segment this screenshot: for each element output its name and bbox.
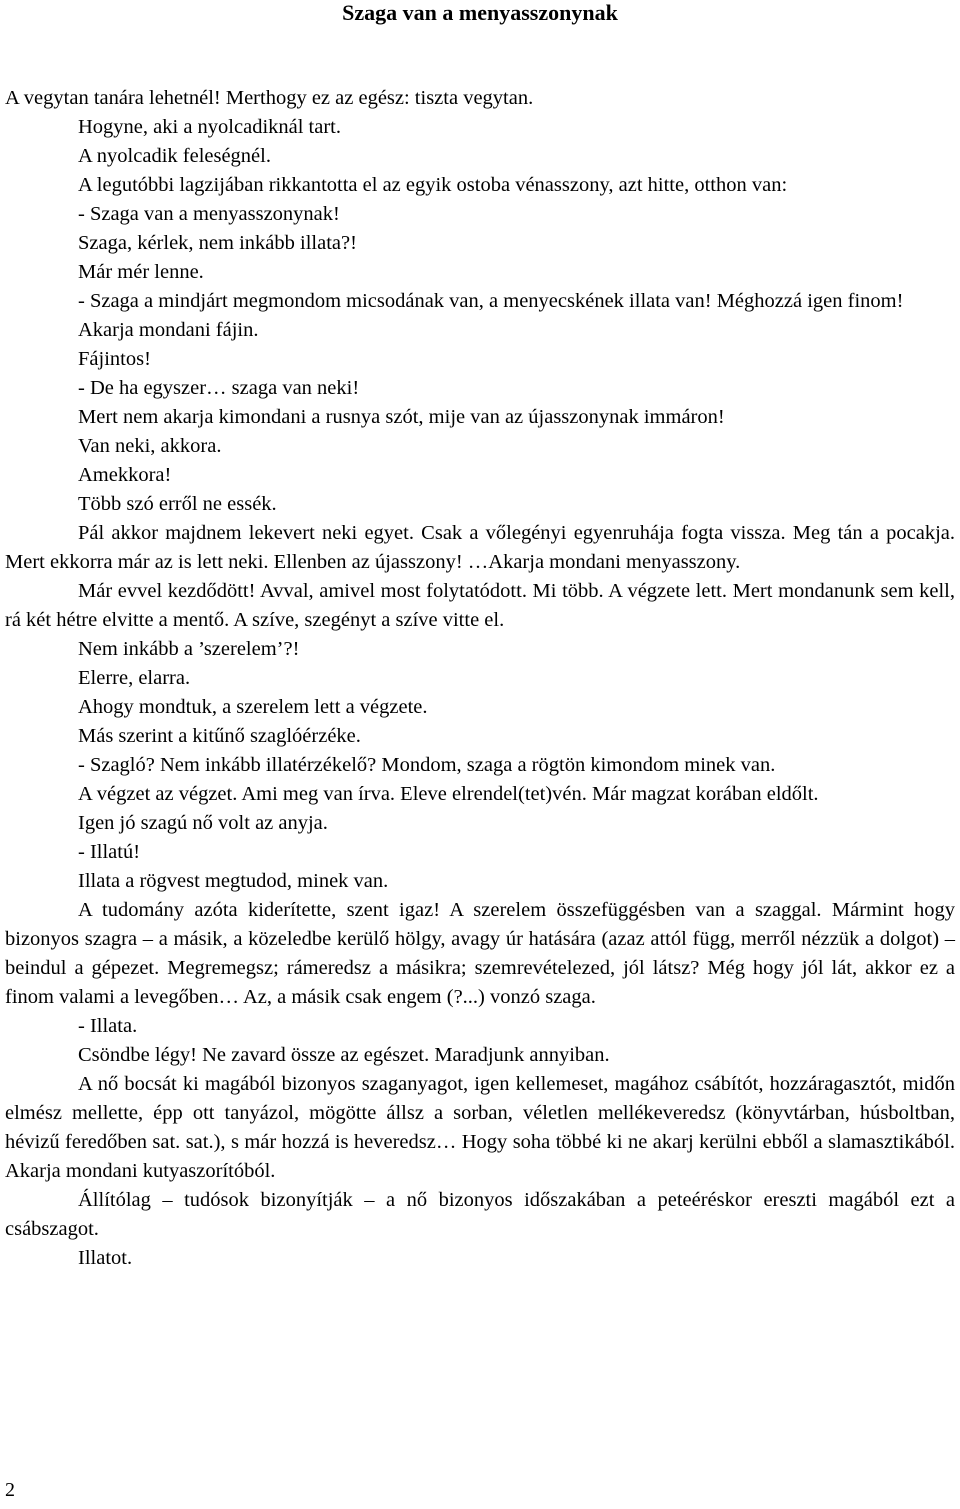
paragraph: Szaga, kérlek, nem inkább illata?! (78, 232, 357, 254)
paragraph: Mert nem akarja kimondani a rusnya szót, mije van az újasszonynak immáron! (78, 406, 725, 428)
paragraph: A nő bocsát ki magából bizonyos szaganyagot, igen kellemeset, magához csábítót, hozzáragasztót, midőn elmész mellette, épp ott tanyázol, mögötte állsz a sorban, véletlen mellékeveredsz (könyvtárban, húsboltban, hévizű feredőben sat. sat.), s már hozzá is heveredsz… Hogy soha többé ki ne akarj kerülni ebből a slamasztikából. Akarja mondani kutyaszorítóból. (5, 1073, 955, 1182)
paragraph: Állítólag – tudósok bizonyítják – a nő bizonyos időszakában a peteéréskor ereszti magából ezt a csábszagot. (5, 1189, 955, 1240)
paragraph: - Illatú! (78, 841, 141, 863)
paragraph: Amekkora! (78, 464, 172, 486)
page-number: 2 (5, 1479, 15, 1501)
paragraph: Már mér lenne. (78, 261, 204, 283)
paragraph: Van neki, akkora. (78, 435, 222, 457)
paragraph: A legutóbbi lagzijában rikkantotta el az egyik ostoba vénasszony, azt hitte, otthon van: (78, 174, 788, 196)
paragraph: Elerre, elarra. (78, 667, 191, 689)
paragraph: Más szerint a kitűnő szaglóérzéke. (78, 725, 361, 747)
paragraph: - Szaga van a menyasszonynak! (78, 203, 340, 225)
paragraph: Akarja mondani fájin. (78, 319, 259, 341)
paragraph: Illatot. (78, 1247, 133, 1269)
document-body (5, 84, 955, 1273)
paragraph: - De ha egyszer… szaga van neki! (78, 377, 360, 399)
paragraph: Már evvel kezdődött! Avval, amivel most folytatódott. Mi több. A végzete lett. Mert mondanunk sem kell, rá két hétre elvitte a mentő. A szíve, szegényt a szíve vitte el. (5, 580, 955, 631)
paragraph: Hogyne, aki a nyolcadiknál tart. (78, 116, 341, 138)
paragraph: A tudomány azóta kiderítette, szent igaz! A szerelem összefüggésben van a szaggal. Mármint hogy bizonyos szagra – a másik, a közeledbe kerülő hölgy, avagy úr hatására (azaz attól függ, merről nézzük a dolgot) – beindul a gépezet. Megremegsz; rámeredsz a másikra; szemrevételezed, jól látsz? Még hogy jól lát, akkor ez a finom valami a levegőben… Az, a másik csak engem (?...) vonzó szaga. (5, 899, 955, 1008)
paragraph: Pál akkor majdnem lekevert neki egyet. Csak a vőlegényi egyenruhája fogta vissza. Meg tán a pocakja. Mert ekkorra már az is lett neki. Ellenben az újasszony! …Akarja mondani menyasszony. (5, 522, 955, 573)
paragraph: Több szó erről ne essék. (78, 493, 277, 515)
paragraph: A vegytan tanára lehetnél! Merthogy ez az egész: tiszta vegytan. (5, 87, 534, 109)
paragraph: Ahogy mondtuk, a szerelem lett a végzete. (78, 696, 428, 718)
paragraph: A végzet az végzet. Ami meg van írva. Eleve elrendel(tet)vén. Már magzat korában eldőlt. (78, 783, 819, 805)
document-title: Szaga van a menyasszonynak (342, 0, 618, 25)
paragraph: - Illata. (78, 1015, 138, 1037)
paragraph: - Szagló? Nem inkább illatérzékelő? Mondom, szaga a rögtön kimondom minek van. (78, 754, 776, 776)
paragraph: A nyolcadik feleségnél. (78, 145, 271, 167)
paragraph: Igen jó szagú nő volt az anyja. (78, 812, 328, 834)
paragraph: Fájintos! (78, 348, 151, 370)
paragraph: Illata a rögvest megtudod, minek van. (78, 870, 389, 892)
paragraph: Nem inkább a ’szerelem’?! (78, 638, 300, 660)
paragraph: Csöndbe légy! Ne zavard össze az egészet. Maradjunk annyiban. (78, 1044, 610, 1066)
paragraph: - Szaga a mindjárt megmondom micsodának van, a menyecskének illata van! Méghozzá igen finom! (78, 290, 904, 312)
